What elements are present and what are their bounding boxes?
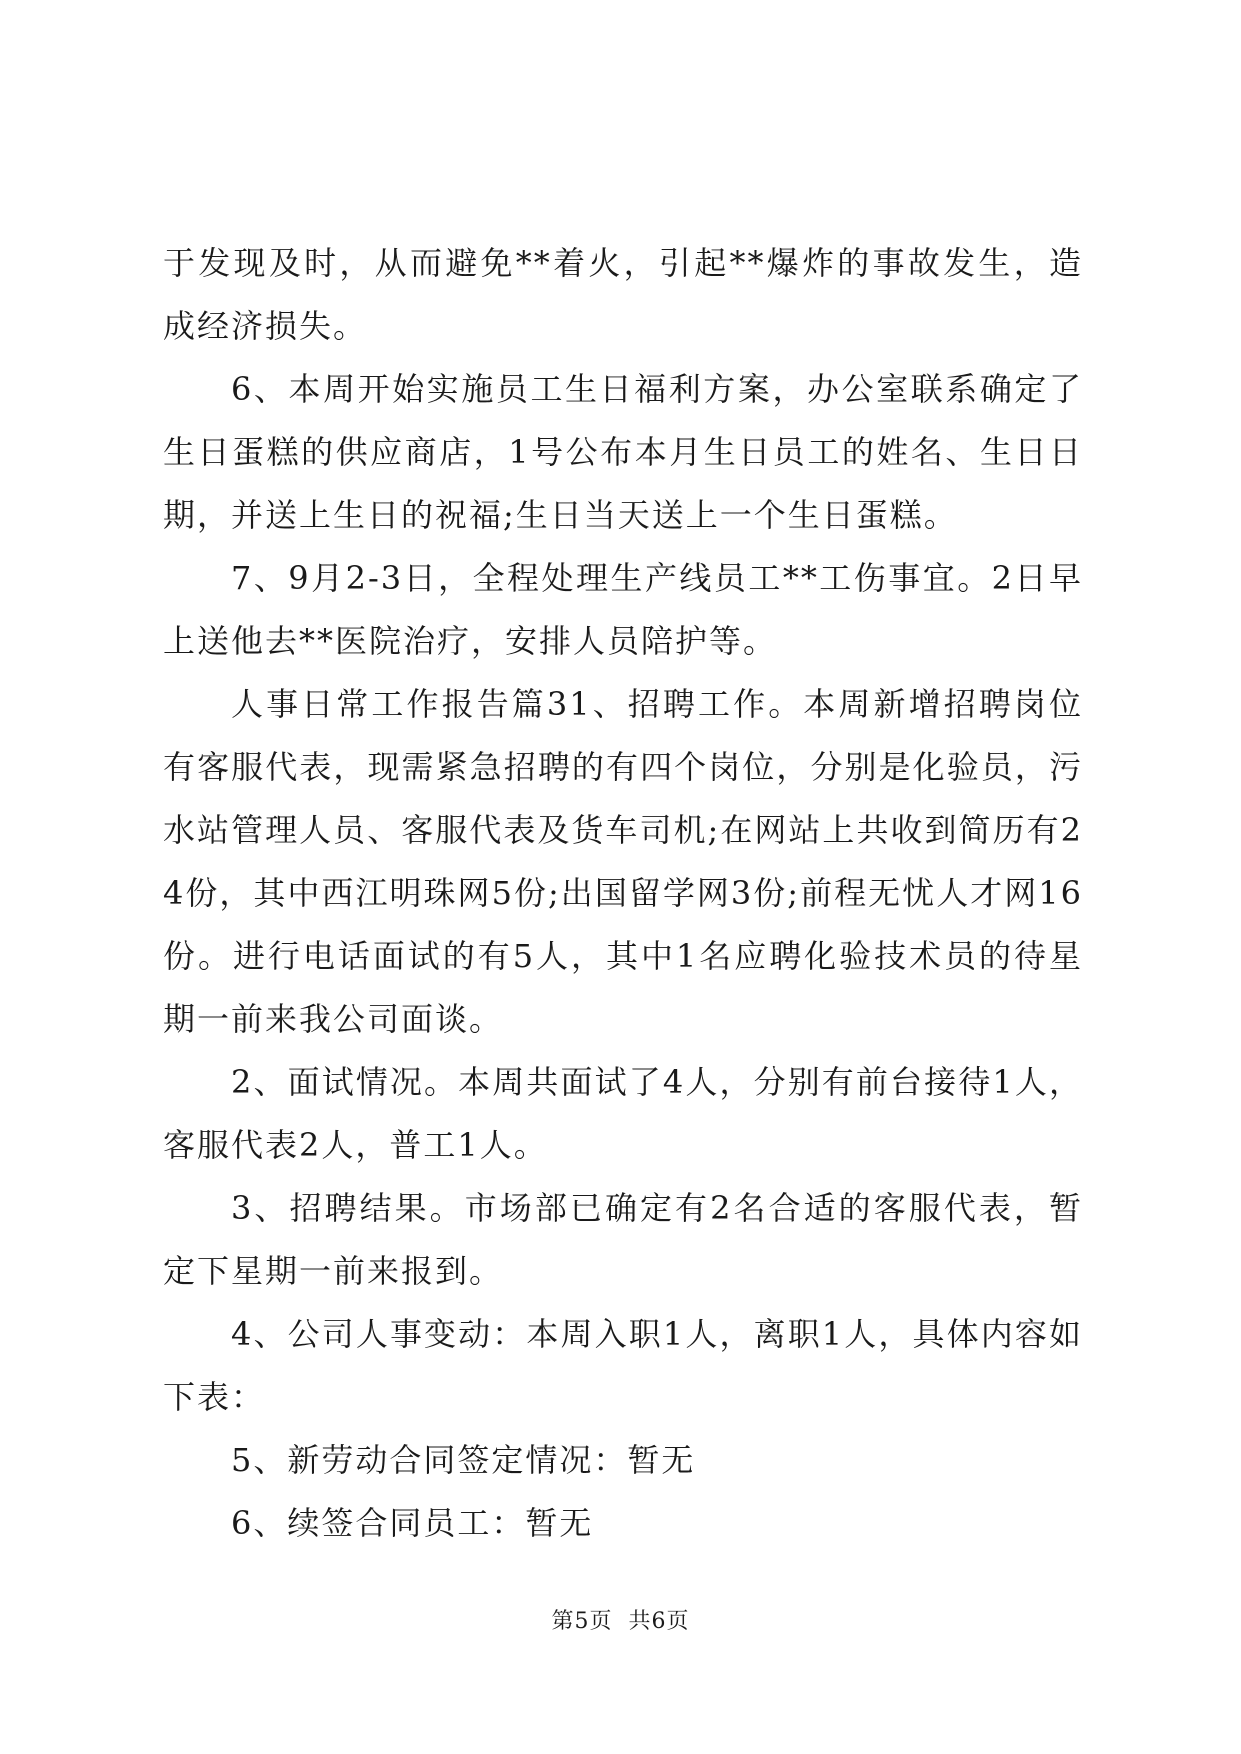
paragraph-renewed-contracts: 6、续签合同员工：暂无 <box>231 1504 594 1542</box>
paragraph-birthday-welfare: 6、本周开始实施员工生日福利方案，办公室联系确定了生日蛋糕的供应商店，1号公布本月生日员工的姓名、生日日期，并送上生日的祝福;生日当天送上一个生日蛋糕。 <box>163 370 1083 534</box>
paragraph-recruitment-result: 3、招聘结果。市场部已确定有2名合适的客服代表，暂定下星期一前来报到。 <box>163 1189 1083 1290</box>
paragraph-personnel-changes: 4、公司人事变动：本周入职1人，离职1人，具体内容如下表： <box>163 1315 1083 1416</box>
page-total: 共6页 <box>628 1609 690 1634</box>
paragraph-new-contracts: 5、新劳动合同签定情况：暂无 <box>231 1441 696 1479</box>
page-number: 第5页 <box>551 1609 613 1634</box>
paragraph-recruitment: 人事日常工作报告篇31、招聘工作。本周新增招聘岗位有客服代表，现需紧急招聘的有四个岗位，分别是化验员，污水站管理人员、客服代表及货车司机;在网站上共收到简历有24份，其中西江明珠网5份;出国留学网3份;前程无忧人才网16份。进行电话面试的有5人，其中1名应聘化验技术员的待星期一前来我公司面谈。 <box>163 685 1083 1038</box>
paragraph-interviews: 2、面试情况。本周共面试了4人，分别有前台接待1人，客服代表2人，普工1人。 <box>163 1063 1083 1164</box>
paragraph-continuation: 于发现及时，从而避免**着火，引起**爆炸的事故发生，造成经济损失。 <box>163 244 1083 345</box>
document-body <box>163 232 1083 1555</box>
page-footer <box>0 1604 1241 1635</box>
paragraph-work-injury: 7、9月2-3日，全程处理生产线员工**工伤事宜。2日早上送他去**医院治疗，安排人员陪护等。 <box>163 559 1083 660</box>
